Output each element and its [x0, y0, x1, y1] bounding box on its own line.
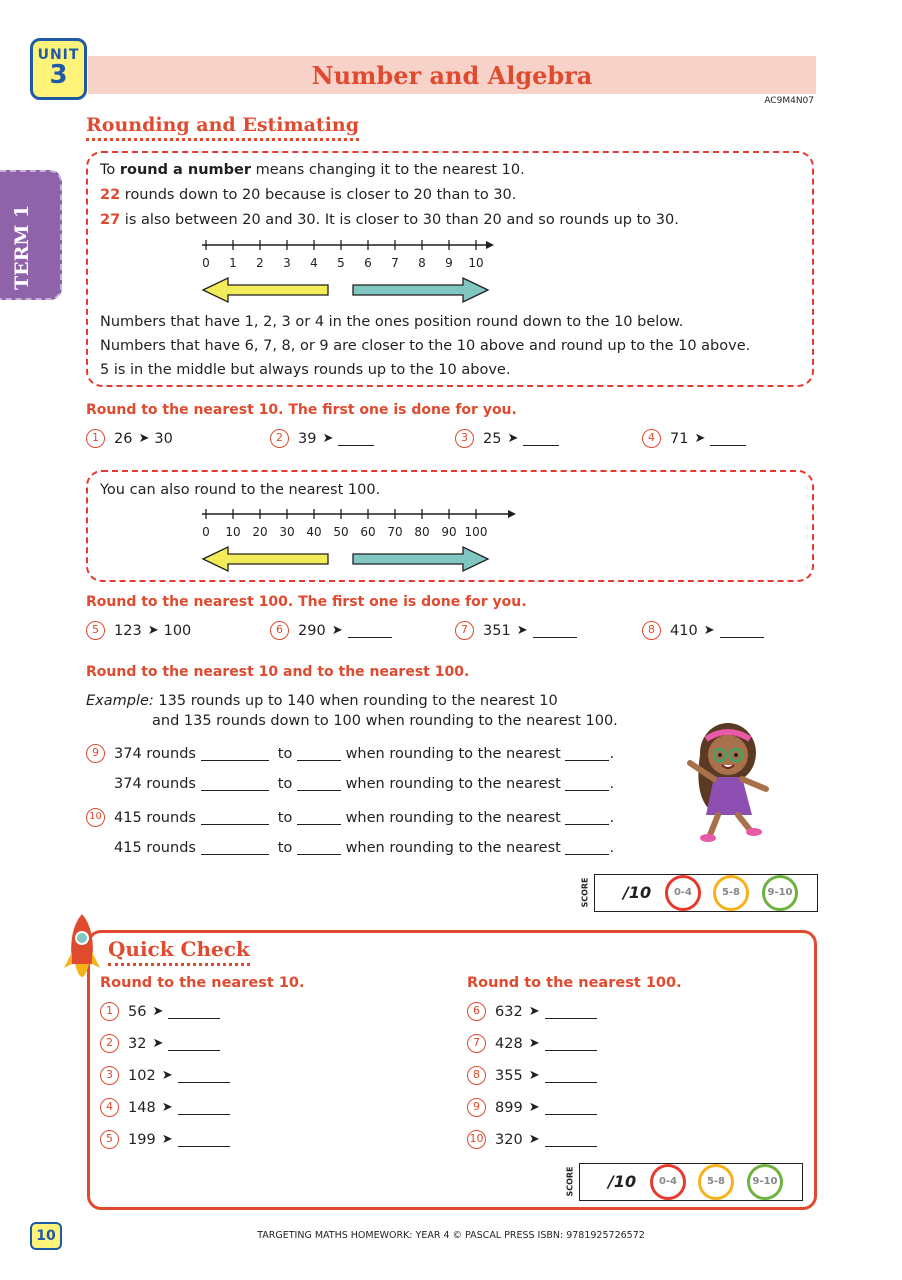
answer-blank[interactable] — [178, 1101, 230, 1115]
text: when rounding to the nearest — [345, 776, 561, 792]
unit-number: 3 — [49, 60, 68, 90]
text: To — [100, 162, 120, 178]
instruction-nearest-100: Round to the nearest 100. The first one is done for you. — [86, 594, 527, 610]
score-box — [578, 874, 818, 912]
term-label: TERM 1 — [11, 204, 33, 290]
question-number: 3 — [100, 1066, 119, 1085]
arrow-icon: ➤ — [528, 1036, 540, 1051]
answer-blank[interactable] — [710, 432, 746, 446]
answer-blank[interactable] — [297, 747, 341, 761]
question-number: 5 — [100, 1130, 119, 1149]
question-number: 3 — [455, 429, 474, 448]
question-number: 6 — [270, 621, 289, 640]
question-2 — [270, 429, 374, 448]
place-blank[interactable] — [565, 777, 609, 791]
text: when rounding to the nearest — [345, 809, 561, 826]
explanation-box-hundreds — [86, 470, 814, 582]
question-9-row-1: 9 374 rounds to when rounding to the nearest . — [86, 744, 614, 763]
explanation-line: You can also round to the nearest 100. — [100, 482, 381, 498]
explanation-line-3 — [100, 208, 679, 233]
question-value: 374 — [114, 745, 142, 762]
text: rounds — [146, 840, 196, 856]
page-title: Number and Algebra — [311, 61, 593, 90]
number-line-tens — [198, 235, 498, 305]
arrow-icon: ➤ — [152, 1004, 164, 1019]
score-band-low[interactable]: 0-4 — [650, 1164, 686, 1200]
arrow-icon: ➤ — [152, 1036, 164, 1051]
score-label: SCORE — [580, 877, 590, 908]
arrow-icon: ➤ — [138, 431, 150, 446]
tick-label: 3 — [283, 256, 291, 270]
question-10-row-1: 10 415 rounds to when rounding to the nearest . — [86, 808, 614, 827]
question-10-row-2: 415 rounds to when rounding to the nearest . — [114, 840, 615, 856]
question-value: 56 — [128, 1003, 147, 1020]
tick-label: 70 — [387, 525, 403, 539]
tick-label: 20 — [252, 525, 268, 539]
explanation-note-2: Numbers that have 6, 7, 8, or 9 are closer to the 10 above and round up to the 10 above. — [100, 338, 751, 354]
question-value: 199 — [128, 1131, 156, 1148]
arrow-icon: ➤ — [147, 623, 159, 638]
place-blank[interactable] — [565, 841, 609, 855]
answer-blank[interactable] — [168, 1005, 220, 1019]
explanation-box-tens — [86, 151, 814, 387]
question-number: 1 — [86, 429, 105, 448]
question-value: 32 — [128, 1035, 147, 1052]
score-band-mid[interactable]: 5-8 — [698, 1164, 734, 1200]
question-number: 2 — [100, 1034, 119, 1053]
tick-label: 9 — [445, 256, 453, 270]
text: to — [277, 745, 293, 762]
answer-blank[interactable] — [348, 624, 392, 638]
answer-blank[interactable] — [720, 624, 764, 638]
answer-blank[interactable] — [533, 624, 577, 638]
quick-check-question-1 — [100, 1002, 220, 1021]
question-8 — [642, 621, 764, 640]
quick-check-question-2 — [100, 1034, 220, 1053]
direction-blank[interactable] — [201, 811, 269, 825]
score-label: SCORE — [565, 1166, 575, 1197]
answer-blank[interactable] — [545, 1069, 597, 1083]
tick-label: 7 — [391, 256, 399, 270]
page-number: 10 — [30, 1222, 62, 1250]
tick-label: 10 — [225, 525, 241, 539]
question-number: 7 — [467, 1034, 486, 1053]
question-number: 9 — [86, 744, 105, 763]
question-value: 102 — [128, 1067, 156, 1084]
answer-blank[interactable] — [338, 432, 374, 446]
highlight-number: 22 — [100, 187, 121, 203]
question-value: 148 — [128, 1099, 156, 1116]
question-answer: 100 — [163, 622, 192, 639]
quick-check-question-3 — [100, 1066, 230, 1085]
question-6 — [270, 621, 392, 640]
answer-blank[interactable] — [297, 841, 341, 855]
text: is also between 20 and 30. It is closer to 30 than 20 and so rounds up to 30. — [120, 212, 679, 228]
question-number: 5 — [86, 621, 105, 640]
text: to — [277, 776, 293, 792]
quick-check-question-10 — [467, 1130, 597, 1149]
highlight-number: 27 — [100, 212, 121, 228]
question-5 — [86, 621, 191, 640]
arrow-icon: ➤ — [331, 623, 343, 638]
tick-label: 1 — [229, 256, 237, 270]
question-value: 26 — [114, 430, 133, 447]
answer-blank[interactable] — [168, 1037, 220, 1051]
text: rounds — [146, 745, 196, 762]
quick-check-question-9 — [467, 1098, 597, 1117]
unit-label: UNIT — [37, 47, 80, 63]
arrow-icon: ➤ — [516, 623, 528, 638]
place-blank[interactable] — [565, 747, 609, 761]
question-number: 4 — [100, 1098, 119, 1117]
score-total: /10 — [623, 883, 652, 902]
explanation-note-1: Numbers that have 1, 2, 3 or 4 in the ones position round down to the 10 below. — [100, 314, 684, 330]
answer-blank[interactable] — [545, 1133, 597, 1147]
arrow-icon: ➤ — [528, 1068, 540, 1083]
text: to — [277, 809, 293, 826]
answer-blank[interactable] — [297, 811, 341, 825]
question-1 — [86, 429, 173, 448]
arrow-icon: ➤ — [528, 1004, 540, 1019]
tick-label: 5 — [337, 256, 345, 270]
question-value: 25 — [483, 430, 502, 447]
quick-check-question-4 — [100, 1098, 230, 1117]
tick-label: 90 — [441, 525, 457, 539]
score-frame — [594, 874, 818, 912]
tick-label: 0 — [202, 256, 210, 270]
question-number: 10 — [467, 1130, 486, 1149]
tick-label: 0 — [202, 525, 210, 539]
direction-blank[interactable] — [201, 777, 269, 791]
tick-label: 6 — [364, 256, 372, 270]
question-number: 2 — [270, 429, 289, 448]
question-value: 428 — [495, 1035, 523, 1052]
arrow-icon: ➤ — [528, 1132, 540, 1147]
answer-blank[interactable] — [523, 432, 559, 446]
keyword: round a number — [119, 162, 252, 178]
footer-text: TARGETING MATHS HOMEWORK: YEAR 4 © PASCAL PRESS ISBN: 9781925726572 — [257, 1230, 645, 1241]
answer-blank[interactable] — [297, 777, 341, 791]
question-value: 374 — [114, 776, 142, 792]
example-label: Example: — [86, 693, 154, 709]
text: to — [277, 840, 293, 856]
place-blank[interactable] — [565, 811, 609, 825]
text: means changing it to the nearest 10. — [251, 162, 525, 178]
round-down-arrow — [203, 547, 328, 571]
instruction-nearest-10-and-100: Round to the nearest 10 and to the nearest 100. — [86, 664, 470, 680]
quick-check-question-6 — [467, 1002, 597, 1021]
question-number: 4 — [642, 429, 661, 448]
quick-check-question-8 — [467, 1066, 597, 1085]
question-answer: 30 — [154, 430, 173, 447]
quick-check-title: Quick Check — [108, 937, 250, 966]
quick-check-score-box — [563, 1163, 803, 1201]
score-band-high[interactable]: 9-10 — [762, 875, 798, 911]
arrow-icon: ➤ — [161, 1100, 173, 1115]
explanation-line-2 — [100, 183, 516, 208]
question-value: 415 — [114, 809, 142, 826]
question-4 — [642, 429, 746, 448]
section-title: Rounding and Estimating — [86, 114, 359, 141]
tick-label: 100 — [464, 525, 488, 539]
question-number: 8 — [642, 621, 661, 640]
score-frame — [579, 1163, 803, 1201]
question-value: 632 — [495, 1003, 523, 1020]
curriculum-code: AC9M4N07 — [764, 96, 814, 106]
title-band — [88, 56, 816, 94]
question-value: 415 — [114, 840, 142, 856]
answer-blank[interactable] — [545, 1005, 597, 1019]
arrow-icon: ➤ — [161, 1132, 173, 1147]
tick-label: 40 — [306, 525, 322, 539]
arrow-icon: ➤ — [161, 1068, 173, 1083]
question-value: 355 — [495, 1067, 523, 1084]
question-number: 1 — [100, 1002, 119, 1021]
score-band-high[interactable]: 9-10 — [747, 1164, 783, 1200]
arrow-icon: ➤ — [703, 623, 715, 638]
tick-label: 80 — [414, 525, 430, 539]
question-number: 9 — [467, 1098, 486, 1117]
answer-blank[interactable] — [545, 1037, 597, 1051]
text: when rounding to the nearest — [345, 745, 561, 762]
question-number: 6 — [467, 1002, 486, 1021]
round-down-arrow — [203, 278, 328, 302]
unit-badge — [30, 38, 87, 100]
explanation-note-3: 5 is in the middle but always rounds up to the 10 above. — [100, 362, 511, 378]
tick-label: 8 — [418, 256, 426, 270]
question-7 — [455, 621, 577, 640]
tick-label: 30 — [279, 525, 295, 539]
question-number: 10 — [86, 808, 105, 827]
text: rounds — [146, 776, 196, 792]
girl-illustration — [680, 715, 790, 845]
tick-label: 10 — [468, 256, 484, 270]
explanation-line-1 — [100, 158, 525, 183]
answer-blank[interactable] — [178, 1133, 230, 1147]
question-value: 123 — [114, 622, 142, 639]
quick-check-question-5 — [100, 1130, 230, 1149]
tick-label: 4 — [310, 256, 318, 270]
round-up-arrow — [353, 547, 488, 571]
question-9-row-2: 374 rounds to when rounding to the nearest . — [114, 776, 615, 792]
score-total: /10 — [608, 1172, 637, 1191]
direction-blank[interactable] — [201, 841, 269, 855]
text: when rounding to the nearest — [345, 840, 561, 856]
term-tab — [0, 170, 62, 300]
tick-label: 2 — [256, 256, 264, 270]
question-value: 351 — [483, 622, 511, 639]
direction-blank[interactable] — [201, 747, 269, 761]
arrow-icon: ➤ — [694, 431, 706, 446]
question-value: 290 — [298, 622, 326, 639]
tick-label: 50 — [333, 525, 349, 539]
question-value: 410 — [670, 622, 698, 639]
arrow-icon: ➤ — [507, 431, 519, 446]
example-line-2: and 135 rounds down to 100 when rounding to the nearest 100. — [152, 713, 618, 729]
rocket-icon — [62, 912, 102, 992]
round-up-arrow — [353, 278, 488, 302]
number-line-hundreds — [198, 504, 518, 574]
score-band-mid[interactable]: 5-8 — [713, 875, 749, 911]
tick-label: 60 — [360, 525, 376, 539]
question-number: 8 — [467, 1066, 486, 1085]
question-number: 7 — [455, 621, 474, 640]
arrow-icon: ➤ — [528, 1100, 540, 1115]
quick-check-question-7 — [467, 1034, 597, 1053]
quick-check-instruction-100: Round to the nearest 100. — [467, 975, 682, 991]
question-value: 320 — [495, 1131, 523, 1148]
answer-blank[interactable] — [545, 1101, 597, 1115]
score-band-low[interactable]: 0-4 — [665, 875, 701, 911]
text: rounds — [146, 809, 196, 826]
question-value: 71 — [670, 430, 689, 447]
arrow-icon: ➤ — [322, 431, 334, 446]
question-value: 899 — [495, 1099, 523, 1116]
question-3 — [455, 429, 559, 448]
instruction-nearest-10: Round to the nearest 10. The first one is done for you. — [86, 402, 517, 418]
text: rounds down to 20 because is closer to 20 than to 30. — [120, 187, 517, 203]
quick-check-instruction-10: Round to the nearest 10. — [100, 975, 305, 991]
question-value: 39 — [298, 430, 317, 447]
text: 135 rounds up to 140 when rounding to the nearest 10 — [153, 693, 558, 709]
answer-blank[interactable] — [178, 1069, 230, 1083]
